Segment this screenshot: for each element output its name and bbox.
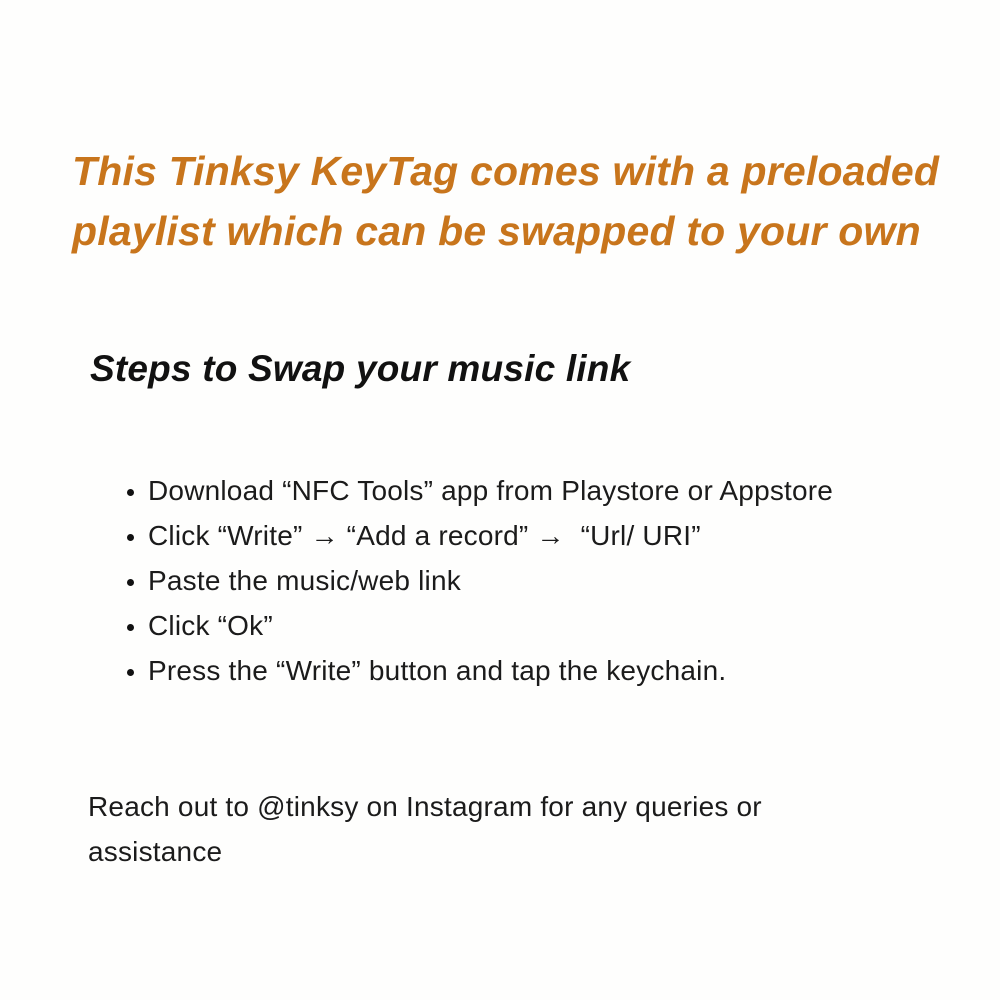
step-item-click-ok: • Click “Ok”	[148, 603, 962, 648]
step-item-write-record: • Click “Write” → “Add a record” → “Url/ URI”	[148, 513, 962, 558]
steps-list	[122, 468, 962, 693]
headline: This Tinksy KeyTag comes with a preloaded playlist which can be swapped to your own	[72, 148, 940, 254]
step-item-press-write: • Press the “Write” button and tap the keychain.	[148, 648, 962, 693]
steps-title: Steps to Swap your music link	[90, 348, 631, 389]
step-item-paste-link: • Paste the music/web link	[148, 558, 962, 603]
footer-note: Reach out to @tinksy on Instagram for any queries or assistance	[88, 791, 762, 867]
step-item-download-app: • Download “NFC Tools” app from Playstore or Appstore	[148, 468, 962, 513]
